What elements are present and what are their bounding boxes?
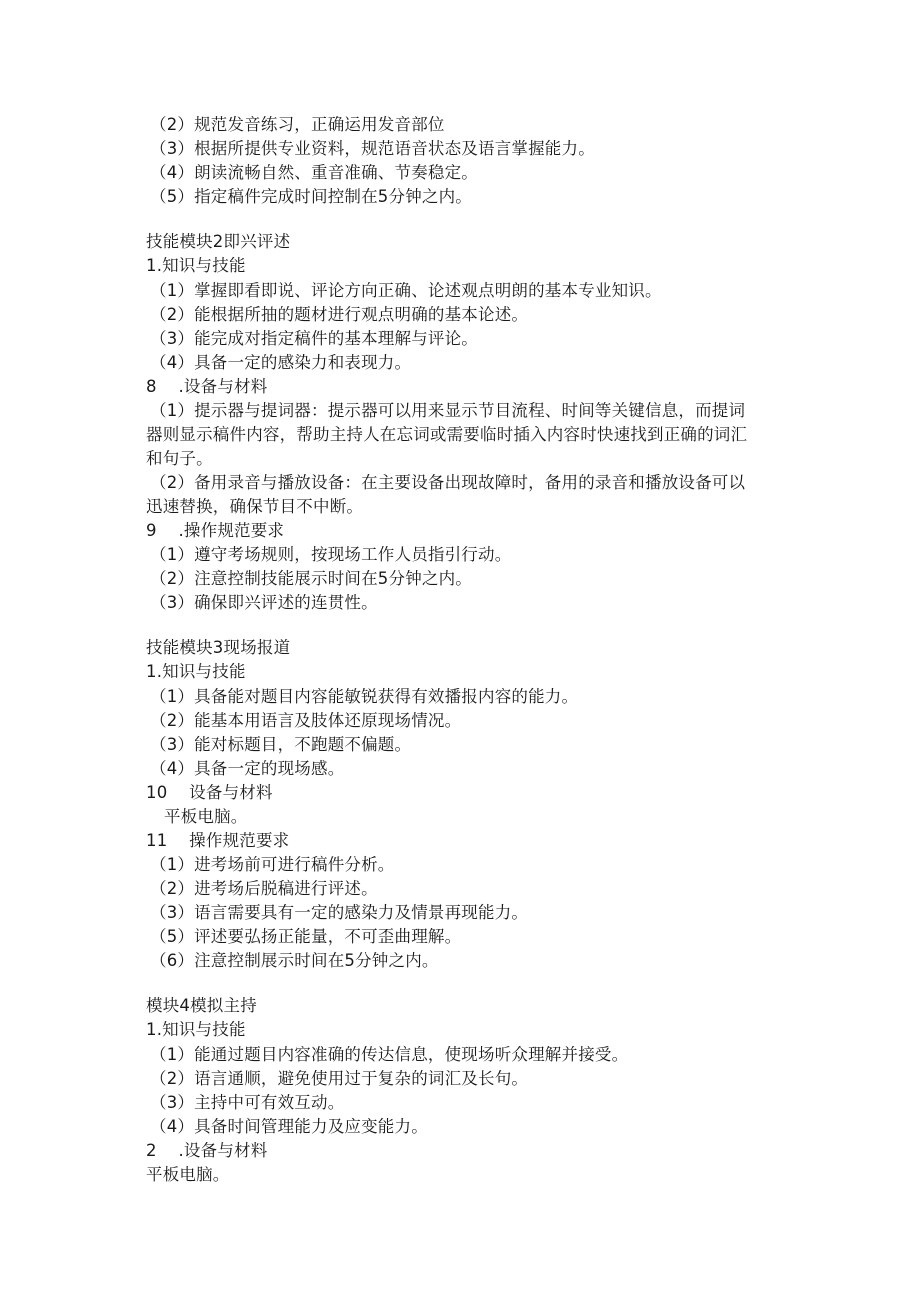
text-line: （3）能对标题目，不跑题不偏题。 xyxy=(150,735,412,754)
text-line: （5）指定稿件完成时间控制在5分钟之内。 xyxy=(150,187,472,206)
subsection-heading: 10 设备与材料 xyxy=(146,783,273,802)
text-line: （2）进考场后脱稿进行评述。 xyxy=(150,879,378,898)
text-line: （3）确保即兴评述的连贯性。 xyxy=(150,593,378,612)
text-line: 平板电脑。 xyxy=(164,807,248,826)
text-line: （2）能基本用语言及肢体还原现场情况。 xyxy=(150,711,462,730)
text-line: （1）进考场前可进行稿件分析。 xyxy=(150,855,395,874)
text-line: （2）语言通顺，避免使用过于复杂的词汇及长句。 xyxy=(150,1069,529,1088)
text-line: （2）规范发音练习，正确运用发音部位 xyxy=(150,115,445,134)
text-line: （1）遵守考场规则，按现场工作人员指引行动。 xyxy=(150,545,512,564)
text-line: （2）能根据所抽的题材进行观点明确的基本论述。 xyxy=(150,305,529,324)
section-heading: 技能模块2即兴评述 xyxy=(146,232,291,251)
section-heading: 模块4模拟主持 xyxy=(146,996,257,1015)
text-line: （4）朗读流畅自然、重音准确、节奏稳定。 xyxy=(150,163,478,182)
text-line: （1）掌握即看即说、评论方向正确、论述观点明朗的基本专业知识。 xyxy=(150,281,662,300)
text-line: （3）根据所提供专业资料，规范语音状态及语言掌握能力。 xyxy=(150,139,595,158)
subsection-heading: 1.知识与技能 xyxy=(146,1020,246,1039)
text-line: （1）具备能对题目内容能敏锐获得有效播报内容的能力。 xyxy=(150,687,579,706)
section-heading: 技能模块3现场报道 xyxy=(146,638,291,657)
text-line: （4）具备一定的感染力和表现力。 xyxy=(150,353,412,372)
text-line: （4）具备时间管理能力及应变能力。 xyxy=(150,1117,428,1136)
text-line: （2）备用录音与播放设备：在主要设备出现故障时，备用的录音和播放设备可以 xyxy=(150,473,746,492)
subsection-heading: 2 .设备与材料 xyxy=(146,1141,268,1160)
text-line: 迅速替换，确保节目不中断。 xyxy=(146,497,364,516)
text-line: （5）评述要弘扬正能量，不可歪曲理解。 xyxy=(150,927,462,946)
text-line: （2）注意控制技能展示时间在5分钟之内。 xyxy=(150,569,472,588)
text-line: （3）主持中可有效互动。 xyxy=(150,1093,345,1112)
subsection-heading: 1.知识与技能 xyxy=(146,662,246,681)
subsection-heading: 11 操作规范要求 xyxy=(146,831,290,850)
text-line: 和句子。 xyxy=(146,449,213,468)
text-line: 器则显示稿件内容，帮助主持人在忘词或需要临时插入内容时快速找到正确的词汇 xyxy=(146,425,748,444)
subsection-heading: 9 .操作规范要求 xyxy=(146,521,285,540)
subsection-heading: 8 .设备与材料 xyxy=(146,377,268,396)
text-line: （1）提示器与提词器：提示器可以用来显示节目流程、时间等关键信息，而提词 xyxy=(150,401,746,420)
text-line: 平板电脑。 xyxy=(146,1165,230,1184)
text-line: （3）能完成对指定稿件的基本理解与评论。 xyxy=(150,329,478,348)
text-line: （1）能通过题目内容准确的传达信息，使现场听众理解并接受。 xyxy=(150,1045,629,1064)
subsection-heading: 1.知识与技能 xyxy=(146,256,246,275)
text-line: （4）具备一定的现场感。 xyxy=(150,759,345,778)
text-line: （3）语言需要具有一定的感染力及情景再现能力。 xyxy=(150,903,529,922)
text-line: （6）注意控制展示时间在5分钟之内。 xyxy=(150,951,439,970)
